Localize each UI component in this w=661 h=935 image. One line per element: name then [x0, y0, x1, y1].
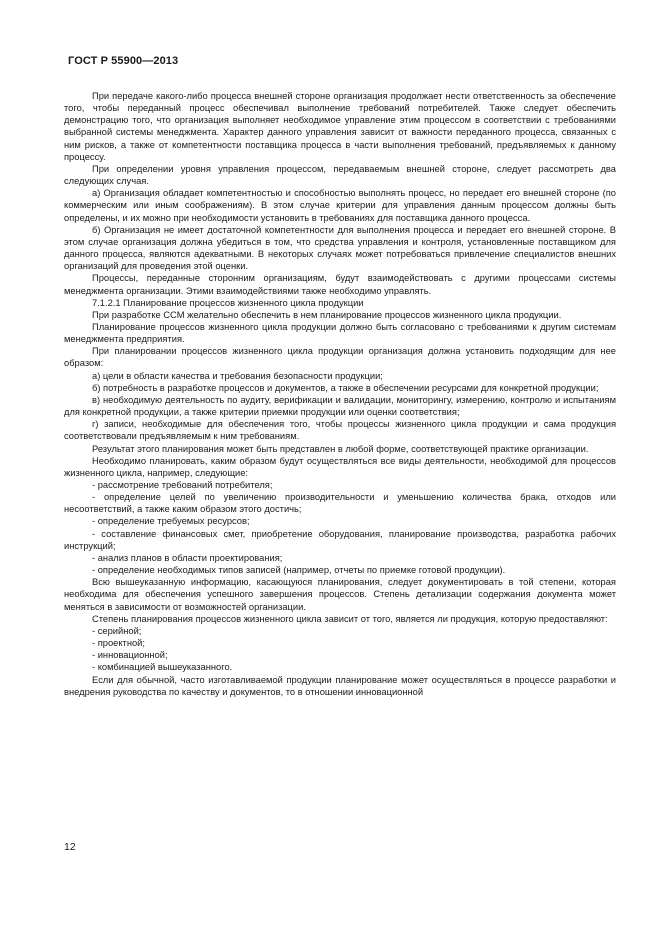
dash-item: - инновационной; — [92, 650, 168, 661]
list-item: а) Организация обладает компетентностью и способностью выполнять процесс, но передает его внешней стороне (по коммерческим или иным соображениям). В этом случае критерии для управления данным процессом должны быть определены, и их можно при необходимости установить в требованиях для поставщика данного процесса. — [64, 188, 616, 223]
paragraph: При планировании процессов жизненного цикла продукции организация должна установить подходящим для нее образом: — [64, 346, 616, 369]
document-body — [64, 90, 616, 698]
paragraph: При разработке ССМ желательно обеспечить в нем планирование процессов жизненного цикла продукции. — [92, 309, 562, 320]
dash-item: - определение необходимых типов записей (например, отчеты по приемке готовой продукции). — [92, 565, 506, 576]
dash-item: - серийной; — [92, 625, 142, 636]
list-item: а) цели в области качества и требования безопасности продукции; — [92, 370, 383, 381]
dash-item: - проектной; — [92, 638, 146, 649]
dash-item: - составление финансовых смет, приобретение оборудования, планирование производства, разработка рабочих инструкций; — [64, 528, 616, 551]
paragraph: Степень планирования процессов жизненного цикла зависит от того, является ли продукция, которую предоставляют: — [92, 613, 608, 624]
dash-item: - анализ планов в области проектирования; — [92, 552, 283, 563]
paragraph: Если для обычной, часто изготавливаемой продукции планирование может осуществляться в процессе разработки и внедрения руководства по качеству и документов, то в отношении инновационной — [64, 674, 616, 697]
paragraph: Планирование процессов жизненного цикла продукции должно быть согласовано с требованиями к другим системам менеджмента предприятия. — [64, 321, 616, 345]
dash-item: - рассмотрение требований потребителя; — [92, 480, 273, 490]
paragraph: Результат этого планирования может быть представлен в любой форме, соответствующей практике организации. — [92, 443, 589, 454]
paragraph: Процессы, переданные сторонним организациям, будут взаимодействовать с другими процессами системы менеджмента организации. Этими взаимодействиями также необходимо управлять. — [64, 273, 616, 296]
paragraph: Всю вышеуказанную информацию, касающуюся планирования, следует документировать в той степени, которая необходима для обеспечения успешного завершения процессов. Степень детализации содержания документа может меняться в зависимости от возможностей организации. — [64, 577, 616, 612]
dash-item: - определение целей по увеличению производительности и уменьшению количества брака, отходов или несоответствий, а также каким образом этого достичь; — [64, 492, 616, 515]
dash-item: - определение требуемых ресурсов; — [92, 516, 250, 527]
document-header: ГОСТ Р 55900—2013 — [68, 55, 179, 67]
paragraph: При определении уровня управления процессом, передаваемым внешней стороне, следует рассмотреть два следующих случая. — [64, 163, 616, 187]
list-item: г) записи, необходимые для обеспечения того, чтобы процессы жизненного цикла продукции и сама продукция соответствовали предъявляемым к ним требованиям. — [64, 419, 616, 442]
list-item: в) необходимую деятельность по аудиту, верификации и валидации, мониторингу, измерению, контролю и испытаниям для конкретной продукции, а также критерии приемки продукции или оценки соответствия; — [64, 394, 616, 418]
dash-item: - комбинацией вышеуказанного. — [92, 662, 233, 673]
list-item: б) Организация не имеет достаточной компетентности для выполнения процесса и передает его внешней стороне. В этом случае организация должна убедиться в том, что средства управления и контроля, установленные поставщиком для данного процесса, являются адекватными. В некоторых случаях может потребоваться привлечение специалистов внешних организаций для проведения этой оценки. — [64, 224, 616, 272]
paragraph: Необходимо планировать, каким образом будут осуществляться все виды деятельности, необходимой для процессов жизненного цикла, например, следующие: — [64, 455, 616, 478]
page-number: 12 — [64, 841, 76, 853]
section-heading: 7.1.2.1 Планирование процессов жизненного цикла продукции — [92, 297, 364, 308]
paragraph: При передаче какого-либо процесса внешней стороне организация продолжает нести ответственность за обеспечение того, чтобы переданный процесс обеспечивал выполнение требований потребителей. Также следует обеспечить демонстрацию того, что организация выполняет необходимое управление этим процессом в соответствии с требованиями выбранной системы менеджмента. Характер данного управления зависит от важности переданного процесса, связанных с ним рисков, а также от компетентности поставщика процесса в части выполнения требований, предъявляемых к данному процессу. — [64, 91, 616, 162]
list-item: б) потребность в разработке процессов и документов, а также в обеспечении ресурсами для конкретной продукции; — [92, 382, 599, 393]
